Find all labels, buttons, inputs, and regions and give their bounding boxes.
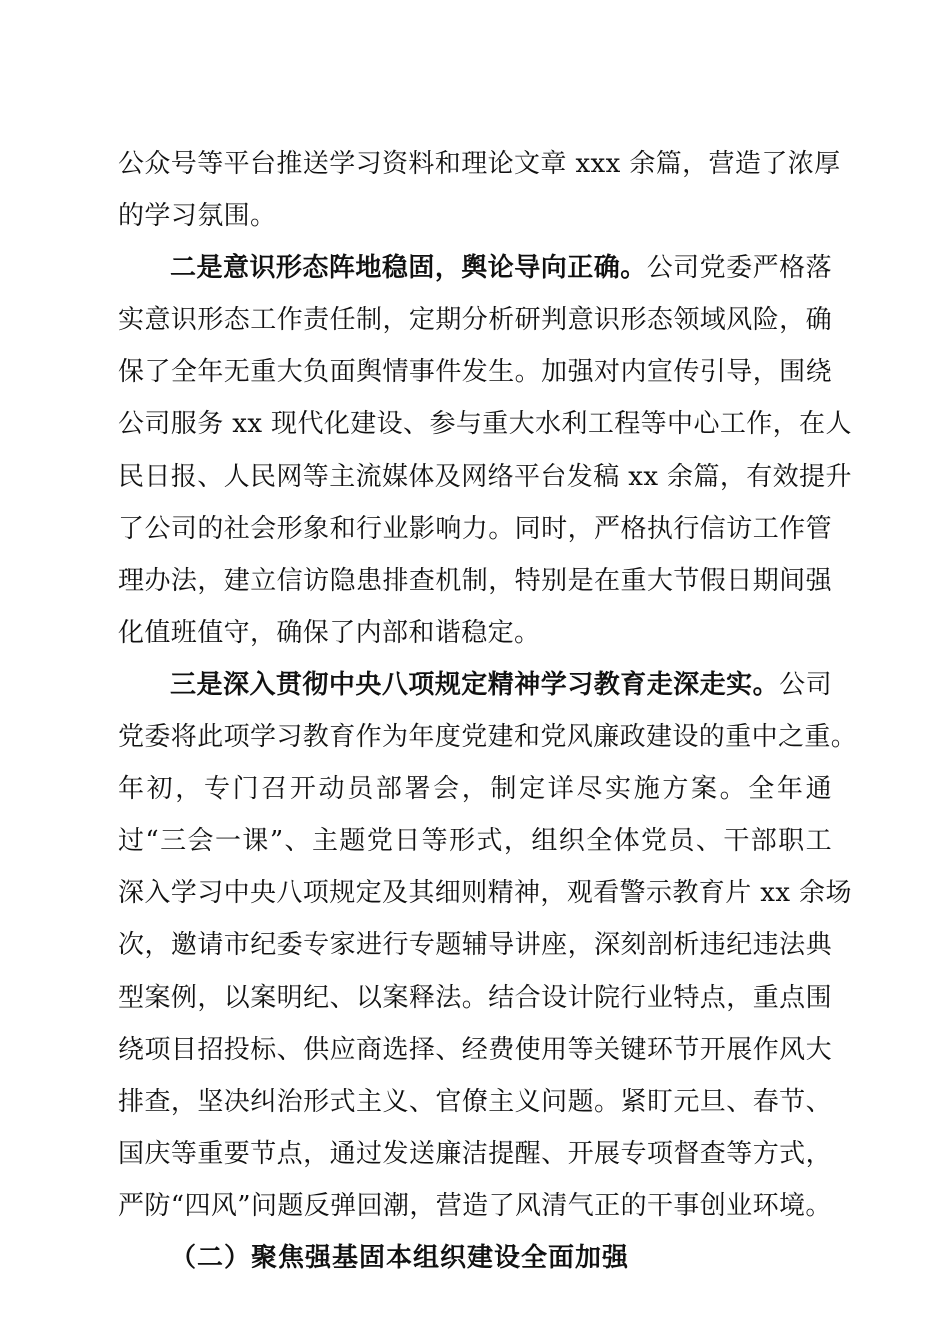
text-line: 公司服务 xx 现代化建设、参与重大水利工程等中心工作，在人	[118, 409, 852, 440]
text-line: 排查，坚决纠治形式主义、官僚主义问题。紧盯元旦、春节、	[118, 1086, 832, 1117]
paragraph-ideology	[118, 242, 852, 659]
text-line: 深入学习中央八项规定及其细则精神，观看警示教育片 xx 余场	[118, 878, 852, 909]
paragraph-continuation	[118, 138, 841, 242]
text-line: 型案例，以案明纪、以案释法。结合设计院行业特点，重点围	[118, 982, 832, 1013]
paragraph-lead-rest: 公司	[779, 669, 832, 700]
text-line: 国庆等重要节点，通过发送廉洁提醒、开展专项督查等方式，	[118, 1138, 832, 1169]
text-line: 党委将此项学习教育作为年度党建和党风廉政建设的重中之重。	[118, 722, 858, 753]
section-heading: （二）聚焦强基固本组织建设全面加强	[170, 1242, 630, 1273]
paragraph-lead-rest: 公司党委严格落	[646, 253, 832, 284]
text-line: 理办法，建立信访隐患排查机制，特别是在重大节假日期间强	[118, 565, 832, 596]
text-line: 严防“四风”问题反弹回潮，营造了风清气正的干事创业环境。	[118, 1190, 832, 1221]
text-line: 的学习氛围。	[118, 201, 277, 232]
text-line: 绕项目招投标、供应商选择、经费使用等关键环节开展作风大	[118, 1034, 832, 1065]
text-line: 化值班值守，确保了内部和谐稳定。	[118, 617, 541, 648]
text-line: 实意识形态工作责任制，定期分析研判意识形态领域风险，确	[118, 305, 832, 336]
paragraph-lead-sentence: 三是深入贯彻中央八项规定精神学习教育走深走实。	[170, 669, 780, 700]
text-line: 过“三会一课”、主题党日等形式，组织全体党员、干部职工	[118, 826, 832, 857]
text-line: 民日报、人民网等主流媒体及网络平台发稿 xx 余篇，有效提升	[118, 461, 852, 492]
text-line: 公众号等平台推送学习资料和理论文章 xxx 余篇，营造了浓厚	[118, 149, 841, 179]
paragraph-first-line	[118, 659, 832, 711]
paragraph-lead-sentence: 二是意识形态阵地稳固，舆论导向正确。	[170, 253, 647, 284]
paragraph-first-line	[118, 242, 832, 294]
text-line: 保了全年无重大负面舆情事件发生。加强对内宣传引导，围绕	[118, 357, 832, 388]
text-line: 次，邀请市纪委专家进行专题辅导讲座，深刻剖析违纪违法典	[118, 930, 832, 961]
text-line: 了公司的社会形象和行业影响力。同时，严格执行信访工作管	[118, 513, 832, 544]
text-line: 年初，专门召开动员部署会，制定详尽实施方案。全年通	[118, 774, 832, 805]
document-body	[118, 138, 858, 1284]
paragraph-eight-regulations	[118, 659, 858, 1232]
